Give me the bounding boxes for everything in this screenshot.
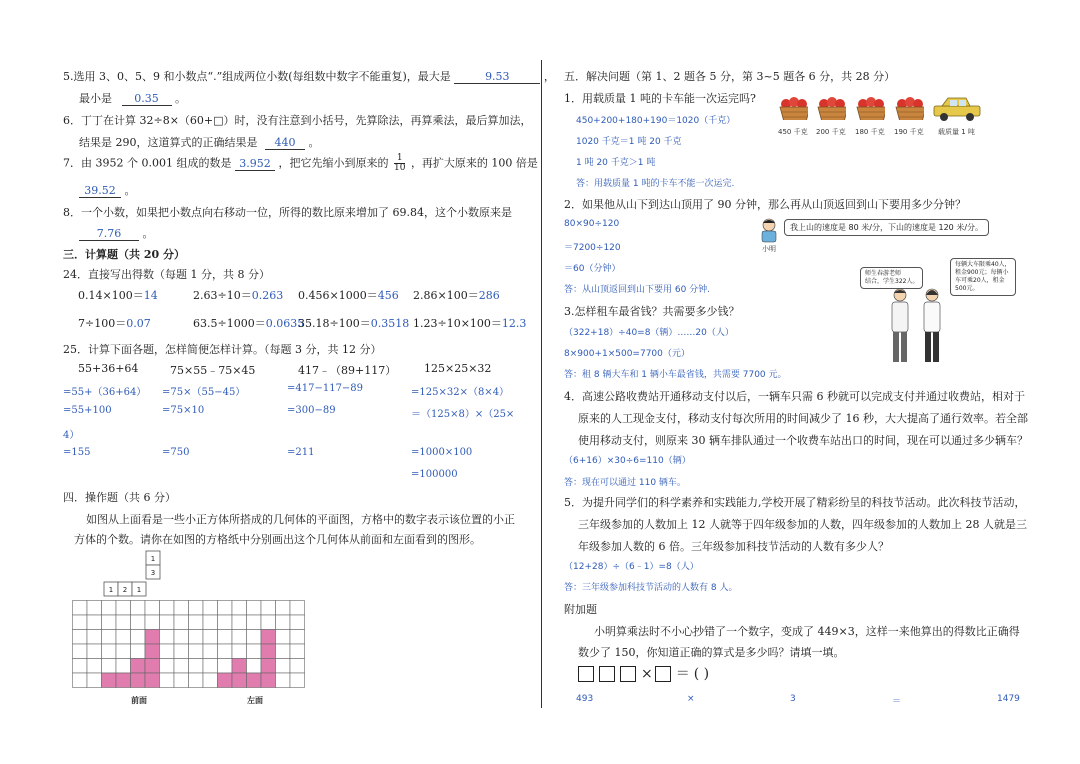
q25-c2-2: =75×10 [162,405,205,416]
p4-q-line-2: 原来的人工现金支付，移动支付每次所用的时间减少了 16 秒，大大提高了通行效率。若全部 [578,412,1028,425]
q6-end: 。 [308,136,320,149]
grid-cell[interactable] [160,673,175,688]
grid-cell[interactable] [261,615,276,630]
grid-cell[interactable] [116,601,131,616]
top-number: 2 [122,586,128,594]
q24-item [193,315,304,331]
q7-mid: ，把它先缩小到原来的 [278,156,389,170]
extra-answer-2: 3 [790,694,796,704]
q25-c4-5: =100000 [411,469,458,480]
grid-cell[interactable] [276,644,291,659]
grid-cell[interactable] [160,630,175,645]
grid-cell[interactable] [131,615,146,630]
teachers-icon [882,287,952,365]
q7-post: ，再扩大原来的 100 倍是 [410,156,538,170]
grid-cell[interactable] [102,615,117,630]
q8-line1: 8．一个小数，如果把小数点向右移动一位，所得的数比原来增加了 69.84，这个小数原来是 [63,206,512,219]
grid-cell[interactable] [116,644,131,659]
q25-problem: 55+36+64 [78,362,139,375]
grid-cell[interactable] [276,673,291,688]
grid-cell[interactable] [73,644,88,659]
q25-problem: 75×55﹣75×45 [170,364,256,377]
teacher-bubble-line: 结合，学生322人。 [865,278,919,285]
p1-line-3: 1 吨 20 千克＞1 吨 [576,158,656,168]
grid-cell-filled[interactable] [116,673,131,688]
grid-cell[interactable] [160,615,175,630]
extra-answer-result: 1479 [997,694,1020,704]
p1-line-1: 450+200+180+190＝1020（千克） [576,116,736,126]
section5-title: 五．解决问题（第 1、2 题各 5 分，第 3~5 题各 6 分，共 28 分） [564,70,896,83]
q25-title: 25．计算下面各题，怎样简便怎样计算。（每题 3 分，共 12 分） [63,343,382,356]
grid-cell[interactable] [102,659,117,674]
grid-cell[interactable] [218,630,233,645]
apple-basket-icon [894,96,924,120]
grid-cell[interactable] [290,659,305,674]
grid-cell[interactable] [87,659,102,674]
q7-answer-1: 3.952 [235,158,275,171]
apple-basket-icon [778,96,808,120]
q25-c3-2: =300−89 [287,405,336,416]
grid-cell-filled[interactable] [131,659,146,674]
q25-c1-1: =55+（36+64） [63,387,147,398]
grid-cell-filled[interactable] [247,673,262,688]
q25-c1-4: =155 [63,447,91,458]
extra-paragraph-1: 小明算乘法时不小心抄错了一个数字，变成了 449×3，这样一来他算出的得数比正确得 [594,625,1020,638]
p5-q-line-3: 年级参加人数的 6 倍。三年级参加科技节活动的人数有多少人？ [578,540,889,553]
q5-tail: ， [543,70,555,83]
section4-title: 四．操作题（共 6 分） [63,491,176,504]
q5-answer-max: 9.53 [454,71,540,84]
p1-line-2: 1020 千克＝1 吨 20 千克 [576,137,682,147]
digit-box[interactable] [578,666,594,682]
digit-box[interactable] [620,666,636,682]
q6-answer: 440 [265,137,305,150]
q7-line1 [63,154,538,173]
q24-answer: 286 [478,289,500,302]
q25-c2-4: =750 [162,447,190,458]
q24-answer: 0.0635 [265,317,305,330]
grid-cell[interactable] [145,601,160,616]
grid-cell[interactable] [247,601,262,616]
section3-title: 三．计算题（共 20 分） [63,248,185,261]
q25-c3-4: =211 [287,447,315,458]
q8-line2 [79,225,154,241]
q24-item [413,315,526,331]
basket-weight: 180 千克 [855,128,885,136]
grid-cell[interactable] [87,615,102,630]
q7-answer-2: 39.52 [79,185,121,198]
p1-answer: 答：用载质量 1 吨的卡车不能一次运完. [576,179,735,189]
speed-bubble: 我上山的速度是 80 米/分，下山的速度是 120 米/分。 [784,219,989,236]
grid-cell[interactable] [189,630,204,645]
grid-cell[interactable] [276,630,291,645]
q24-expression: 1.23÷10×100＝ [413,317,502,330]
grid-cell[interactable] [247,630,262,645]
top-view-svg [98,550,178,598]
grid-cell[interactable] [276,601,291,616]
grid-cell[interactable] [116,630,131,645]
grid-cell[interactable] [247,659,262,674]
q25-problem: 125×25×32 [424,362,492,375]
fraction-denominator: 10 [393,163,406,173]
p5-answer: 答：三年级参加科技节活动的人数有 8 人。 [564,583,738,593]
grid-cell[interactable] [189,615,204,630]
q5-end: 。 [175,92,186,105]
q24-title: 24．直接写出得数（每题 1 分，共 8 分） [63,268,270,281]
grid-cell[interactable] [203,615,218,630]
p2-line-2: ＝7200÷120 [564,243,621,253]
q25-c3-1: =417−117−89 [287,383,364,394]
grid-cell-filled[interactable] [261,673,276,688]
q24-answer: 0.3518 [370,317,410,330]
q25-problem: 417﹣（89+117） [298,364,397,377]
q24-expression: 2.86×100＝ [413,289,479,302]
q25-c2-1: =75×（55−45） [162,387,246,398]
q6-line1: 6．丁丁在计算 32÷8×（60+□）时，没有注意到小括号，先算除法，再算乘法，最后算加法， [63,114,532,127]
q24-expression: 0.456×1000＝ [298,289,378,302]
q8-end: 。 [142,227,154,240]
extra-title: 附加题 [564,603,597,616]
grid-cell[interactable] [290,644,305,659]
q24-answer: 0.263 [251,289,284,302]
front-view-label: 前面 [131,696,147,705]
result-blank[interactable]: ( ) [693,666,710,682]
q7-end: 。 [124,184,136,197]
grid-cell[interactable] [87,673,102,688]
grid-cell[interactable] [131,601,146,616]
basket-weight: 190 千克 [894,128,924,136]
equals-sign: ＝ [675,666,690,682]
grid-cell-filled[interactable] [261,630,276,645]
grid-cell[interactable] [203,601,218,616]
extra-paragraph-2: 数少了 150，你知道正确的算式是多少吗？请填一填。 [578,646,845,659]
fraction-numerator: 1 [394,154,405,164]
grid-cell[interactable] [232,601,247,616]
left-view-label: 左面 [247,696,263,705]
top-view-grid [98,550,178,601]
digit-box[interactable] [599,666,615,682]
grid-cell[interactable] [189,644,204,659]
p3-question: 3.怎样租车最省钱？共需要多少钱？ [564,305,740,318]
grid-cell[interactable] [87,630,102,645]
q24-answer: 456 [377,289,399,302]
extra-boxes-equation [578,663,709,683]
grid-cell[interactable] [189,673,204,688]
grid-cell[interactable] [218,601,233,616]
grid-cell[interactable] [87,644,102,659]
drawing-grid-svg [72,600,312,690]
p2-answer: 答：从山顶返回到山下要用 60 分钟. [564,285,711,295]
p1-question: 1．用载质量 1 吨的卡车能一次运完吗? [564,92,756,105]
q7-fraction [394,154,405,173]
grid-cell[interactable] [218,644,233,659]
q6-text: 结果是 290，这道算式的正确结果是 [79,136,258,149]
times-sign: × [641,666,653,682]
q25-c4-2: ＝（125×8）×（25× [411,409,515,420]
grid-cell[interactable] [203,630,218,645]
q24-item [298,315,409,331]
grid-cell-filled[interactable] [261,644,276,659]
extra-answer-1: 493 [576,694,594,704]
grid-cell[interactable] [174,630,189,645]
grid-cell[interactable] [160,601,175,616]
q24-item [78,315,151,331]
truck-icon [932,96,982,124]
extra-answer-equals: ＝ [892,697,902,707]
q5-line2 [79,90,186,106]
q5-text: 5.选用 3、0、5、9 和小数点“.”组成两位小数(每组数中数字不能重复)，最大是 [63,70,451,83]
grid-cell[interactable] [160,659,175,674]
p3-line-2: 8×900+1×500=7700（元） [564,349,690,359]
top-number: 1 [136,586,142,594]
drawing-grid [72,600,312,693]
q24-item [413,287,500,303]
grid-cell[interactable] [87,601,102,616]
p3-answer: 答：租 8 辆大车和 1 辆小车最省钱，共需要 7700 元。 [564,370,787,380]
p3-line-1: （322+18）÷40=8（辆）……20（人） [564,328,734,338]
grid-cell-filled[interactable] [261,659,276,674]
grid-cell[interactable] [116,615,131,630]
p4-answer: 答：现在可以通过 110 辆车。 [564,478,686,488]
grid-cell[interactable] [131,644,146,659]
grid-cell[interactable] [174,659,189,674]
p5-line-1: （12+28）÷（6﹣1）=8（人） [564,562,699,572]
q24-item [78,287,158,303]
grid-cell[interactable] [102,630,117,645]
extra-answer-times: × [687,694,695,704]
q24-expression: 7÷100＝ [78,317,127,330]
grid-cell[interactable] [247,644,262,659]
basket-weight: 200 千克 [816,128,846,136]
teacher-bubble [860,267,923,289]
grid-cell[interactable] [174,601,189,616]
q24-answer: 12.3 [501,317,527,330]
p2-line-3: ＝60（分钟） [564,264,621,274]
q7-text: 7．由 3952 个 0.001 组成的数是 [63,156,232,170]
p5-q-line-2: 三年级参加的人数加上 12 人就等于四年级参加的人数，四年级参加的人数加上 28 人就是三 [578,518,1027,531]
rental-bubble-line: 车可乘20人，租金 [955,277,1005,284]
boy-name: 小明 [762,245,776,253]
grid-cell-filled[interactable] [145,659,160,674]
grid-cell[interactable] [290,673,305,688]
grid-cell[interactable] [73,659,88,674]
section4-paragraph-2: 方体的个数。请你在如图的方格纸中分别画出这个几何体从前面和左面看到的图形。 [74,533,481,546]
grid-cell-filled[interactable] [145,630,160,645]
grid-cell[interactable] [160,644,175,659]
grid-cell[interactable] [290,615,305,630]
top-number: 1 [108,586,114,594]
q24-item [298,287,399,303]
q24-answer: 0.07 [126,317,151,330]
basket-weight: 450 千克 [778,128,808,136]
p5-q-line-1: 5．为提升同学们的科学素养和实践能力,学校开展了精彩纷呈的科技节活动。此次科技节活动， [564,496,1026,509]
rental-bubble-line: 每辆大车限乘40人， [955,261,1011,268]
q6-line2 [79,134,320,150]
q24-item [193,287,283,303]
grid-cell[interactable] [73,630,88,645]
grid-cell[interactable] [73,673,88,688]
boy-icon [757,218,781,244]
grid-cell-filled[interactable] [218,673,233,688]
q5-answer-min: 0.35 [122,93,172,106]
section4-paragraph-1: 如图从上面看是一些小正方体所搭成的几何体的平面图，方格中的数字表示该位置的小正 [86,513,515,526]
p4-q-line-3: 使用移动支付，则原来 30 辆车排队通过一个收费车站出口的时间，现在可以通过多少辆车？ [578,434,1028,447]
q24-expression: 0.14×100＝ [78,289,144,302]
q24-expression: 2.63÷10＝ [193,289,252,302]
q24-expression: 63.5÷1000＝ [193,317,266,330]
grid-cell[interactable] [232,615,247,630]
p2-question: 2．如果他从山下到达山顶用了 90 分钟，那么再从山顶返回到山下要用多少分钟？ [564,198,966,211]
apple-basket-icon [816,96,846,120]
apple-basket-icon [855,96,885,120]
q7-line2 [79,182,136,198]
grid-cell[interactable] [203,659,218,674]
grid-cell[interactable] [116,659,131,674]
grid-cell[interactable] [174,615,189,630]
grid-cell-filled[interactable] [131,673,146,688]
q5-min-text: 最小是 [79,92,112,105]
grid-cell[interactable] [203,673,218,688]
grid-cell[interactable] [145,615,160,630]
p4-q-line-1: 4．高速公路收费站开通移动支付以后，一辆车只需 6 秒就可以完成支付并通过收费站，相对于 [564,390,1025,403]
grid-cell[interactable] [290,630,305,645]
top-number: 1 [150,555,156,563]
grid-cell[interactable] [247,615,262,630]
rental-bubble [950,258,1016,296]
grid-cell[interactable] [261,601,276,616]
column-divider [541,60,542,708]
rental-bubble-line: 500元。 [955,285,979,292]
top-number: 3 [150,569,156,577]
grid-cell-filled[interactable] [145,673,160,688]
teacher-bubble-line: 师生春游老师 [865,270,902,277]
grid-cell[interactable] [189,601,204,616]
grid-cell[interactable] [174,673,189,688]
q24-answer: 14 [143,289,158,302]
grid-cell[interactable] [232,644,247,659]
p2-line-1: 80×90÷120 [564,219,620,229]
grid-cell[interactable] [218,615,233,630]
q25-c1-2: =55+100 [63,405,112,416]
grid-cell[interactable] [276,659,291,674]
q24-expression: 35.18÷100＝ [298,317,371,330]
q25-c4-1: =125×32×（8×4） [411,387,510,398]
grid-cell[interactable] [102,644,117,659]
grid-cell-filled[interactable] [145,644,160,659]
truck-capacity-label: 载质量 1 吨 [938,128,975,136]
grid-cell[interactable] [290,601,305,616]
grid-cell-filled[interactable] [232,673,247,688]
grid-cell[interactable] [73,601,88,616]
grid-cell[interactable] [73,615,88,630]
grid-cell[interactable] [276,615,291,630]
grid-cell-filled[interactable] [102,673,117,688]
grid-cell[interactable] [131,630,146,645]
grid-cell[interactable] [102,601,117,616]
rental-bubble-line: 租金900元；每辆小 [955,269,1009,276]
grid-cell[interactable] [203,644,218,659]
q25-c4-4: =1000×100 [411,447,473,458]
q5-line1 [63,68,555,84]
grid-cell[interactable] [174,644,189,659]
grid-cell-filled[interactable] [232,659,247,674]
digit-box[interactable] [655,666,671,682]
p4-line-1: （6+16）×30÷6=110（辆） [564,456,691,466]
q8-answer: 7.76 [79,228,139,241]
grid-cell[interactable] [189,659,204,674]
q25-c4-3: 4） [63,430,80,441]
grid-cell[interactable] [218,659,233,674]
grid-cell[interactable] [232,630,247,645]
